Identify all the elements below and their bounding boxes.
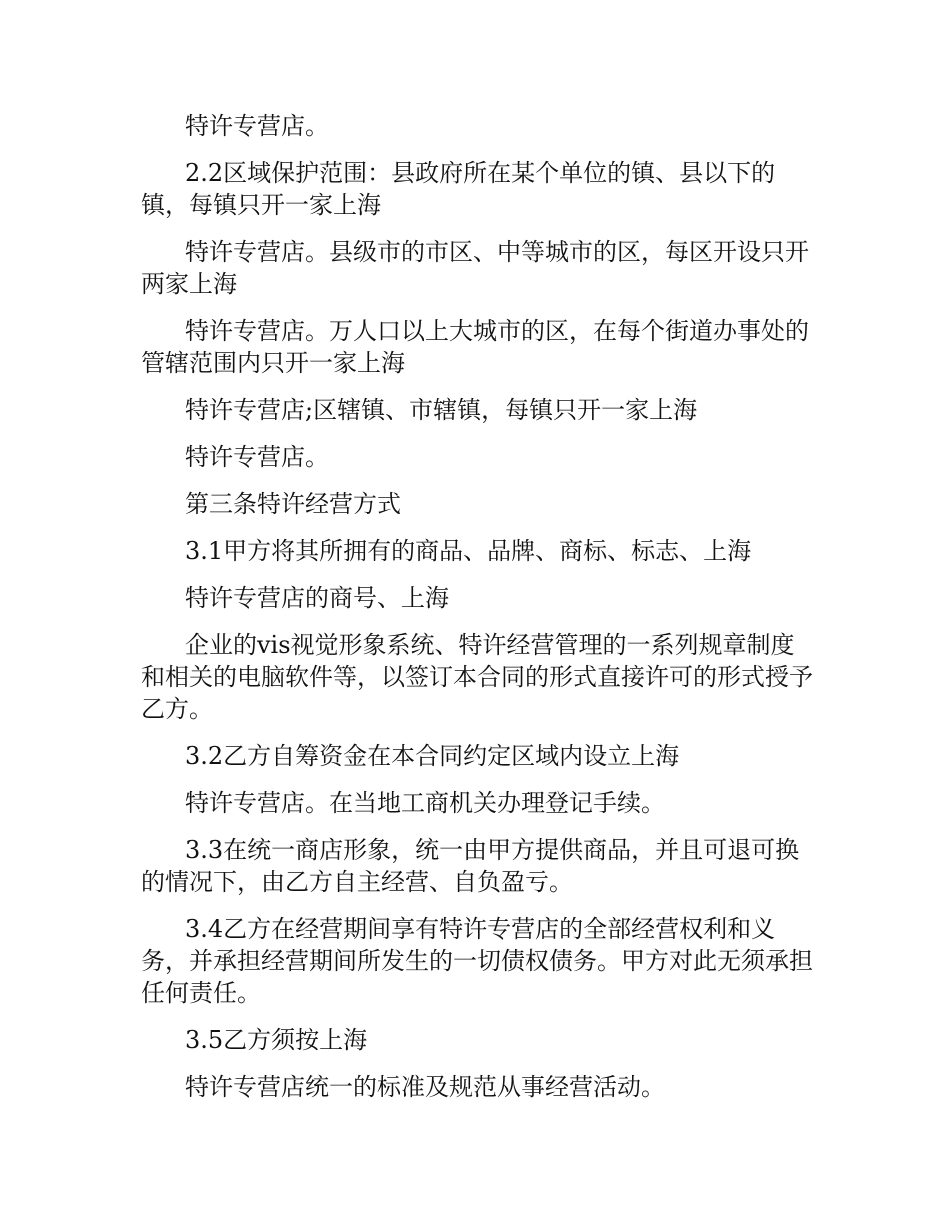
paragraph: 企业的vis视觉形象系统、特许经营管理的一系列规章制度和相关的电脑软件等，以签订本合同的形式直接许可的形式授予乙方。 (141, 631, 813, 723)
paragraph: 特许专营店统一的标准及规范从事经营活动。 (185, 1073, 665, 1101)
paragraph: 特许专营店。 (185, 443, 329, 471)
paragraph: 特许专营店的商号、上海 (185, 584, 449, 612)
paragraph: 3.4乙方在经营期间享有特许专营店的全部经营权利和义务，并承担经营期间所发生的一切债权债务。甲方对此无须承担任何责任。 (141, 915, 813, 1007)
document-body (141, 110, 813, 1118)
paragraph: 3.2乙方自筹资金在本合同约定区域内设立上海 (185, 742, 680, 770)
paragraph: 2.2区域保护范围：县政府所在某个单位的镇、县以下的镇，每镇只开一家上海 (141, 159, 776, 219)
section-heading: 第三条特许经营方式 (185, 490, 401, 518)
paragraph: 3.5乙方须按上海 (185, 1026, 368, 1054)
paragraph: 特许专营店。县级市的市区、中等城市的区，每区开设只开两家上海 (141, 238, 809, 298)
paragraph: 特许专营店。在当地工商机关办理登记手续。 (185, 789, 665, 817)
paragraph: 特许专营店;区辖镇、市辖镇，每镇只开一家上海 (185, 396, 698, 424)
paragraph: 特许专营店。万人口以上大城市的区，在每个街道办事处的管辖范围内只开一家上海 (141, 317, 809, 377)
paragraph: 特许专营店。 (185, 112, 329, 140)
paragraph: 3.1甲方将其所拥有的商品、品牌、商标、标志、上海 (185, 537, 752, 565)
paragraph: 3.3在统一商店形象，统一由甲方提供商品，并且可退可换的情况下，由乙方自主经营、自负盈亏。 (141, 836, 800, 896)
